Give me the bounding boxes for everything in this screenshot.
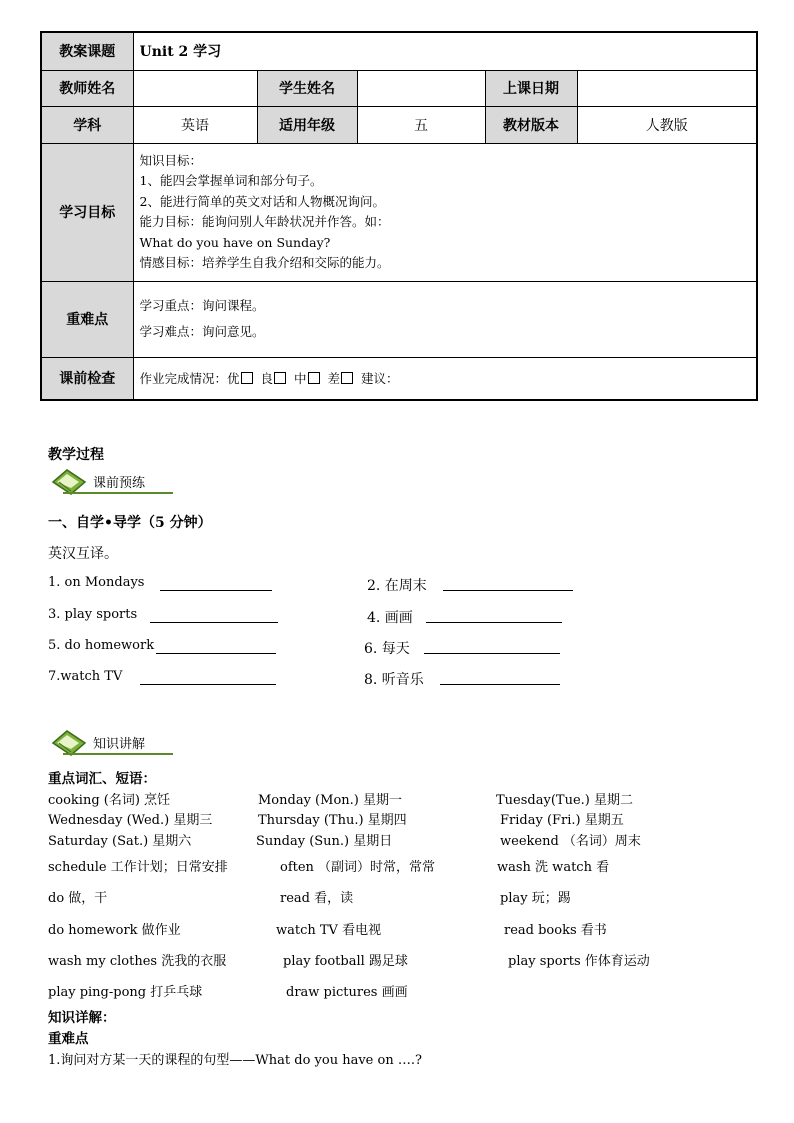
option-poor: 差 — [327, 371, 341, 387]
vocab-cell: often （副词）时常，常常 — [280, 860, 436, 875]
checkbox-good[interactable] — [274, 372, 286, 384]
answer-blank[interactable] — [156, 641, 276, 654]
student-label: 学生姓名 — [257, 70, 357, 106]
goals-line: 2、能进行简单的英文对话和人物概况询问。 — [139, 193, 385, 209]
teacher-value[interactable] — [133, 70, 257, 106]
goals-line: What do you have on Sunday? — [139, 234, 331, 250]
keypoints-content — [133, 281, 757, 357]
vocab-cell: play 玩；踢 — [500, 891, 571, 906]
badge-preview — [49, 470, 173, 496]
instruction: 英汉互译。 — [48, 546, 118, 562]
exercise-item: 8. 听音乐 — [364, 672, 424, 688]
vocab-cell: cooking (名词) 烹饪 — [48, 793, 171, 808]
goals-line: 知识目标： — [139, 152, 203, 168]
section-title: 教学过程 — [48, 447, 104, 463]
grade-label: 适用年级 — [257, 106, 357, 143]
vocab-cell: play football 踢足球 — [283, 954, 408, 969]
topic-value: Unit 2 学习 — [133, 32, 757, 70]
suggest-label: 建议： — [361, 371, 399, 387]
vocab-cell: do 做，干 — [48, 891, 108, 906]
vocab-cell: play ping-pong 打乒乓球 — [48, 985, 203, 1000]
keypoint-line: 学习重点：询问课程。 — [139, 298, 265, 313]
difficulty-title: 重难点 — [48, 1031, 89, 1047]
vocab-cell: Tuesday(Tue.) 星期二 — [496, 793, 633, 808]
vocab-title: 重点词汇、短语： — [48, 771, 156, 787]
vocab-cell: watch TV 看电视 — [276, 923, 382, 938]
answer-blank[interactable] — [424, 641, 560, 654]
vocab-cell: draw pictures 画画 — [286, 985, 408, 1000]
vocab-cell: Thursday (Thu.) 星期四 — [258, 813, 407, 828]
keypoint-line: 学习难点：询问意见。 — [139, 324, 265, 339]
badge-knowledge-text: 知识讲解 — [93, 737, 146, 752]
answer-blank[interactable] — [140, 672, 276, 685]
answer-blank[interactable] — [150, 610, 278, 623]
vocab-cell: read books 看书 — [504, 923, 607, 938]
vocab-cell: Saturday (Sat.) 星期六 — [48, 834, 192, 849]
answer-blank[interactable] — [443, 578, 573, 591]
student-value[interactable] — [357, 70, 485, 106]
exercise-item: 7.watch TV — [48, 669, 123, 684]
exercise-item: 5. do homework — [48, 638, 155, 653]
goals-content — [133, 143, 757, 281]
exercise-item: 6. 每天 — [364, 641, 410, 657]
checkbox-excellent[interactable] — [241, 372, 253, 384]
vocab-cell: do homework 做作业 — [48, 923, 181, 938]
vocab-cell: schedule 工作计划；日常安排 — [48, 860, 228, 875]
date-label: 上课日期 — [485, 70, 577, 106]
exercise-item: 3. play sports — [48, 607, 138, 622]
precheck-content — [133, 357, 757, 400]
teacher-label: 教师姓名 — [41, 70, 133, 106]
point-1: 1.询问对方某一天的课程的句型——What do you have on ….? — [48, 1053, 422, 1068]
subject-value: 英语 — [133, 106, 257, 143]
keypoints-label: 重难点 — [41, 281, 133, 357]
vocab-cell: Wednesday (Wed.) 星期三 — [48, 813, 213, 828]
exercise-item: 2. 在周末 — [367, 578, 427, 594]
answer-blank[interactable] — [440, 672, 560, 685]
edition-label: 教材版本 — [485, 106, 577, 143]
vocab-cell: Friday (Fri.) 星期五 — [500, 813, 624, 828]
goals-line: 情感目标：培养学生自我介绍和交际的能力。 — [139, 255, 390, 270]
vocab-cell: wash 洗 watch 看 — [497, 860, 610, 875]
answer-blank[interactable] — [160, 578, 272, 591]
grade-value: 五 — [357, 106, 485, 143]
option-good: 良 — [260, 371, 274, 387]
vocab-cell: wash my clothes 洗我的衣服 — [48, 954, 227, 969]
option-excellent: 优 — [227, 371, 240, 387]
subject-label: 学科 — [41, 106, 133, 143]
topic-label: 教案课题 — [41, 32, 133, 70]
lesson-info-table — [40, 31, 758, 401]
vocab-cell: play sports 作体育运动 — [508, 954, 650, 969]
vocab-cell: weekend （名词）周末 — [500, 834, 641, 849]
precheck-label: 课前检查 — [41, 357, 133, 400]
answer-blank[interactable] — [426, 610, 562, 623]
vocab-cell: Monday (Mon.) 星期一 — [258, 793, 402, 808]
date-value[interactable] — [577, 70, 757, 106]
goals-line: 能力目标：能询问别人年龄状况并作答。如： — [139, 214, 390, 229]
checkbox-poor[interactable] — [341, 372, 353, 384]
edition-value: 人教版 — [577, 106, 757, 143]
vocab-cell: Sunday (Sun.) 星期日 — [256, 834, 393, 849]
badge-knowledge — [49, 731, 173, 757]
exercise-item: 1. on Mondays — [48, 575, 145, 590]
detail-title: 知识详解： — [48, 1010, 116, 1026]
goals-line: 1、能四会掌握单词和部分句子。 — [139, 173, 323, 188]
option-medium: 中 — [294, 371, 307, 387]
checkbox-medium[interactable] — [308, 372, 320, 384]
badge-preview-text: 课前预练 — [93, 476, 146, 491]
vocab-cell: read 看，读 — [280, 891, 354, 906]
precheck-prefix: 作业完成情况： — [139, 371, 228, 387]
exercise-item: 4. 画画 — [367, 610, 413, 626]
goals-label: 学习目标 — [41, 143, 133, 281]
part1-title: 一、自学•导学（5 分钟） — [48, 515, 212, 531]
